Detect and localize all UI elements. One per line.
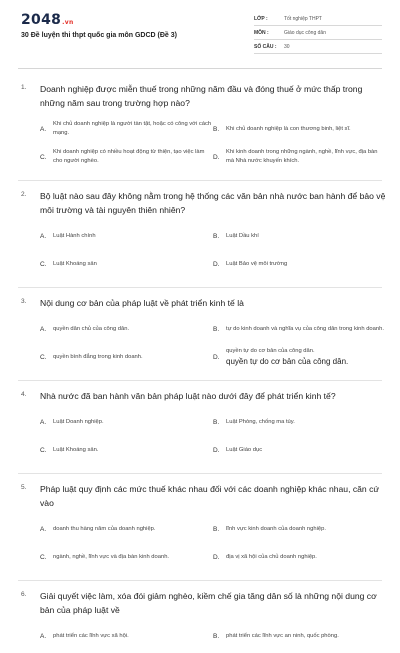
option-text: Luật Bảo vệ môi trường <box>226 260 288 267</box>
option-text: doanh thu hàng năm của doanh nghiệp. <box>53 525 156 532</box>
question-number: 1. <box>21 84 27 91</box>
option-text: Luật Doanh nghiệp. <box>53 418 104 425</box>
option-text: tự do kinh doanh và nghĩa vụ của công dân trong kinh doanh. <box>226 325 384 332</box>
logo-suffix: .vn <box>62 19 74 26</box>
option-c[interactable] <box>40 346 213 368</box>
meta-row-count <box>254 40 382 54</box>
option-letter: C. <box>40 153 47 161</box>
option-text: ngành, nghề, lĩnh vực và địa bàn kinh doanh. <box>53 553 170 560</box>
option-grid <box>40 118 386 174</box>
question-number: 2. <box>21 191 27 198</box>
option-b[interactable] <box>213 411 386 433</box>
option-letter: D. <box>213 260 220 268</box>
option-letter: D. <box>213 153 220 161</box>
meta-key: SỐ CÂU : <box>254 43 277 50</box>
option-grid <box>40 625 386 653</box>
question-divider <box>18 473 382 474</box>
option-a[interactable] <box>40 318 213 340</box>
option-text: phát triển các lĩnh vực an ninh, quốc phòng. <box>226 632 339 639</box>
option-c[interactable] <box>40 146 213 168</box>
question-text: Doanh nghiệp được miễn thuế trong những năm đầu và đóng thuế ở mức thấp trong những năm sau trong trường hợp nào? <box>40 84 363 108</box>
option-a[interactable] <box>40 518 213 540</box>
question-divider <box>18 287 382 288</box>
option-text-repeat: quyền tự do cơ bản của công dân. <box>226 357 349 366</box>
option-text: quyền tự do cơ bản của công dân. <box>226 348 315 354</box>
header-divider <box>18 68 382 69</box>
option-text: Khi doanh nghiệp có nhiều hoạt động từ thiện, tạo việc làm cho người nghèo. <box>53 149 205 164</box>
question-text: Bộ luật nào sau đây không nằm trong hệ thống các văn bản nhà nước ban hành để bảo vệ môi trường và tài nguyên thiên nhiên? <box>40 191 386 215</box>
option-b[interactable] <box>213 318 386 340</box>
option-letter: A. <box>40 125 47 133</box>
question-3 <box>0 296 400 374</box>
option-letter: B. <box>213 125 220 133</box>
option-letter: B. <box>213 325 220 333</box>
option-d[interactable] <box>213 346 386 368</box>
option-b[interactable] <box>213 118 386 140</box>
option-letter: D. <box>213 446 220 454</box>
option-c[interactable] <box>40 253 213 275</box>
option-letter: A. <box>40 418 47 426</box>
question-number: 6. <box>21 591 27 598</box>
document-meta <box>254 12 382 54</box>
logo-main: 2048 <box>21 12 62 28</box>
option-letter: D. <box>213 553 220 561</box>
question-divider <box>18 380 382 381</box>
option-text-group <box>226 347 348 367</box>
option-text: Luật Khoáng sản <box>53 260 97 267</box>
option-letter: B. <box>213 632 220 640</box>
option-letter: A. <box>40 632 47 640</box>
option-d[interactable] <box>213 146 386 168</box>
document-title: 30 Đề luyện thi thpt quốc gia môn GDCD (Đề 3) <box>21 32 177 39</box>
site-logo[interactable] <box>21 12 74 28</box>
option-text: lĩnh vực kinh doanh của doanh nghiệp. <box>226 525 326 532</box>
option-text: quyền dân chủ của công dân. <box>53 325 130 332</box>
option-text: Khi chủ doanh nghiệp là con thương binh, liệt sĩ. <box>226 125 351 132</box>
question-number: 3. <box>21 298 27 305</box>
option-b[interactable] <box>213 625 386 647</box>
option-grid <box>40 518 386 574</box>
option-letter: C. <box>40 553 47 561</box>
question-text: Pháp luật quy định các mức thuế khác nhau đối với các doanh nghiệp khác nhau, căn cứ vào <box>40 484 380 508</box>
option-text: quyền bình đẳng trong kinh doanh. <box>53 353 143 360</box>
option-text: Luật Phòng, chống ma túy. <box>226 418 295 425</box>
option-b[interactable] <box>213 225 386 247</box>
option-text: Luật Hành chính <box>53 232 96 239</box>
option-d[interactable] <box>213 546 386 568</box>
question-number: 5. <box>21 484 27 491</box>
question-6 <box>0 589 400 653</box>
document-header <box>0 0 400 66</box>
option-letter: A. <box>40 525 47 533</box>
option-letter: D. <box>213 353 220 361</box>
option-letter: A. <box>40 325 47 333</box>
meta-key: MÔN : <box>254 29 269 36</box>
option-text: phát triển các lĩnh vực xã hội. <box>53 632 129 639</box>
meta-key: LỚP : <box>254 15 268 22</box>
option-a[interactable] <box>40 411 213 433</box>
meta-value: 30 <box>284 43 290 50</box>
option-text: Luật Giáo dục <box>226 446 263 453</box>
option-d[interactable] <box>213 253 386 275</box>
option-grid <box>40 318 386 374</box>
meta-row-subject <box>254 26 382 40</box>
option-a[interactable] <box>40 225 213 247</box>
option-letter: B. <box>213 232 220 240</box>
option-text: Khi chủ doanh nghiệp là người tàn tật, hoặc có công với cách mạng. <box>53 121 212 136</box>
question-4 <box>0 389 400 467</box>
option-grid <box>40 225 386 281</box>
option-letter: C. <box>40 260 47 268</box>
question-text: Nhà nước đã ban hành văn bản pháp luật nào dưới đây để phát triển kinh tế? <box>40 391 336 401</box>
option-b[interactable] <box>213 518 386 540</box>
option-a[interactable] <box>40 118 213 140</box>
question-5 <box>0 482 400 574</box>
question-text: Nội dung cơ bản của pháp luật về phát triển kinh tế là <box>40 298 244 308</box>
meta-value: Tốt nghiệp THPT <box>284 15 322 22</box>
question-divider <box>18 580 382 581</box>
option-a[interactable] <box>40 625 213 647</box>
option-letter: B. <box>213 525 220 533</box>
question-text: Giải quyết việc làm, xóa đói giảm nghèo, kiềm chế gia tăng dân số là những nội dung cơ bản của pháp luật về <box>40 591 377 615</box>
option-c[interactable] <box>40 546 213 568</box>
option-text: Luật Dầu khí <box>226 232 259 239</box>
meta-row-class <box>254 12 382 26</box>
question-list <box>0 82 400 653</box>
option-letter: A. <box>40 232 47 240</box>
option-c[interactable] <box>40 439 213 461</box>
option-grid <box>40 411 386 467</box>
question-1 <box>0 82 400 174</box>
question-divider <box>18 180 382 181</box>
question-number: 4. <box>21 391 27 398</box>
option-text: Luật Khoáng sản. <box>53 446 99 453</box>
option-d[interactable] <box>213 439 386 461</box>
question-2 <box>0 189 400 281</box>
option-text: địa vị xã hội của chủ doanh nghiệp. <box>226 553 317 560</box>
option-text: Khi kinh doanh trong những ngành, nghề, lĩnh vực, địa bàn mà Nhà nước khuyến khích. <box>226 149 378 164</box>
meta-value: Giáo dục công dân <box>284 29 326 36</box>
option-letter: C. <box>40 446 47 454</box>
option-letter: B. <box>213 418 220 426</box>
option-letter: C. <box>40 353 47 361</box>
